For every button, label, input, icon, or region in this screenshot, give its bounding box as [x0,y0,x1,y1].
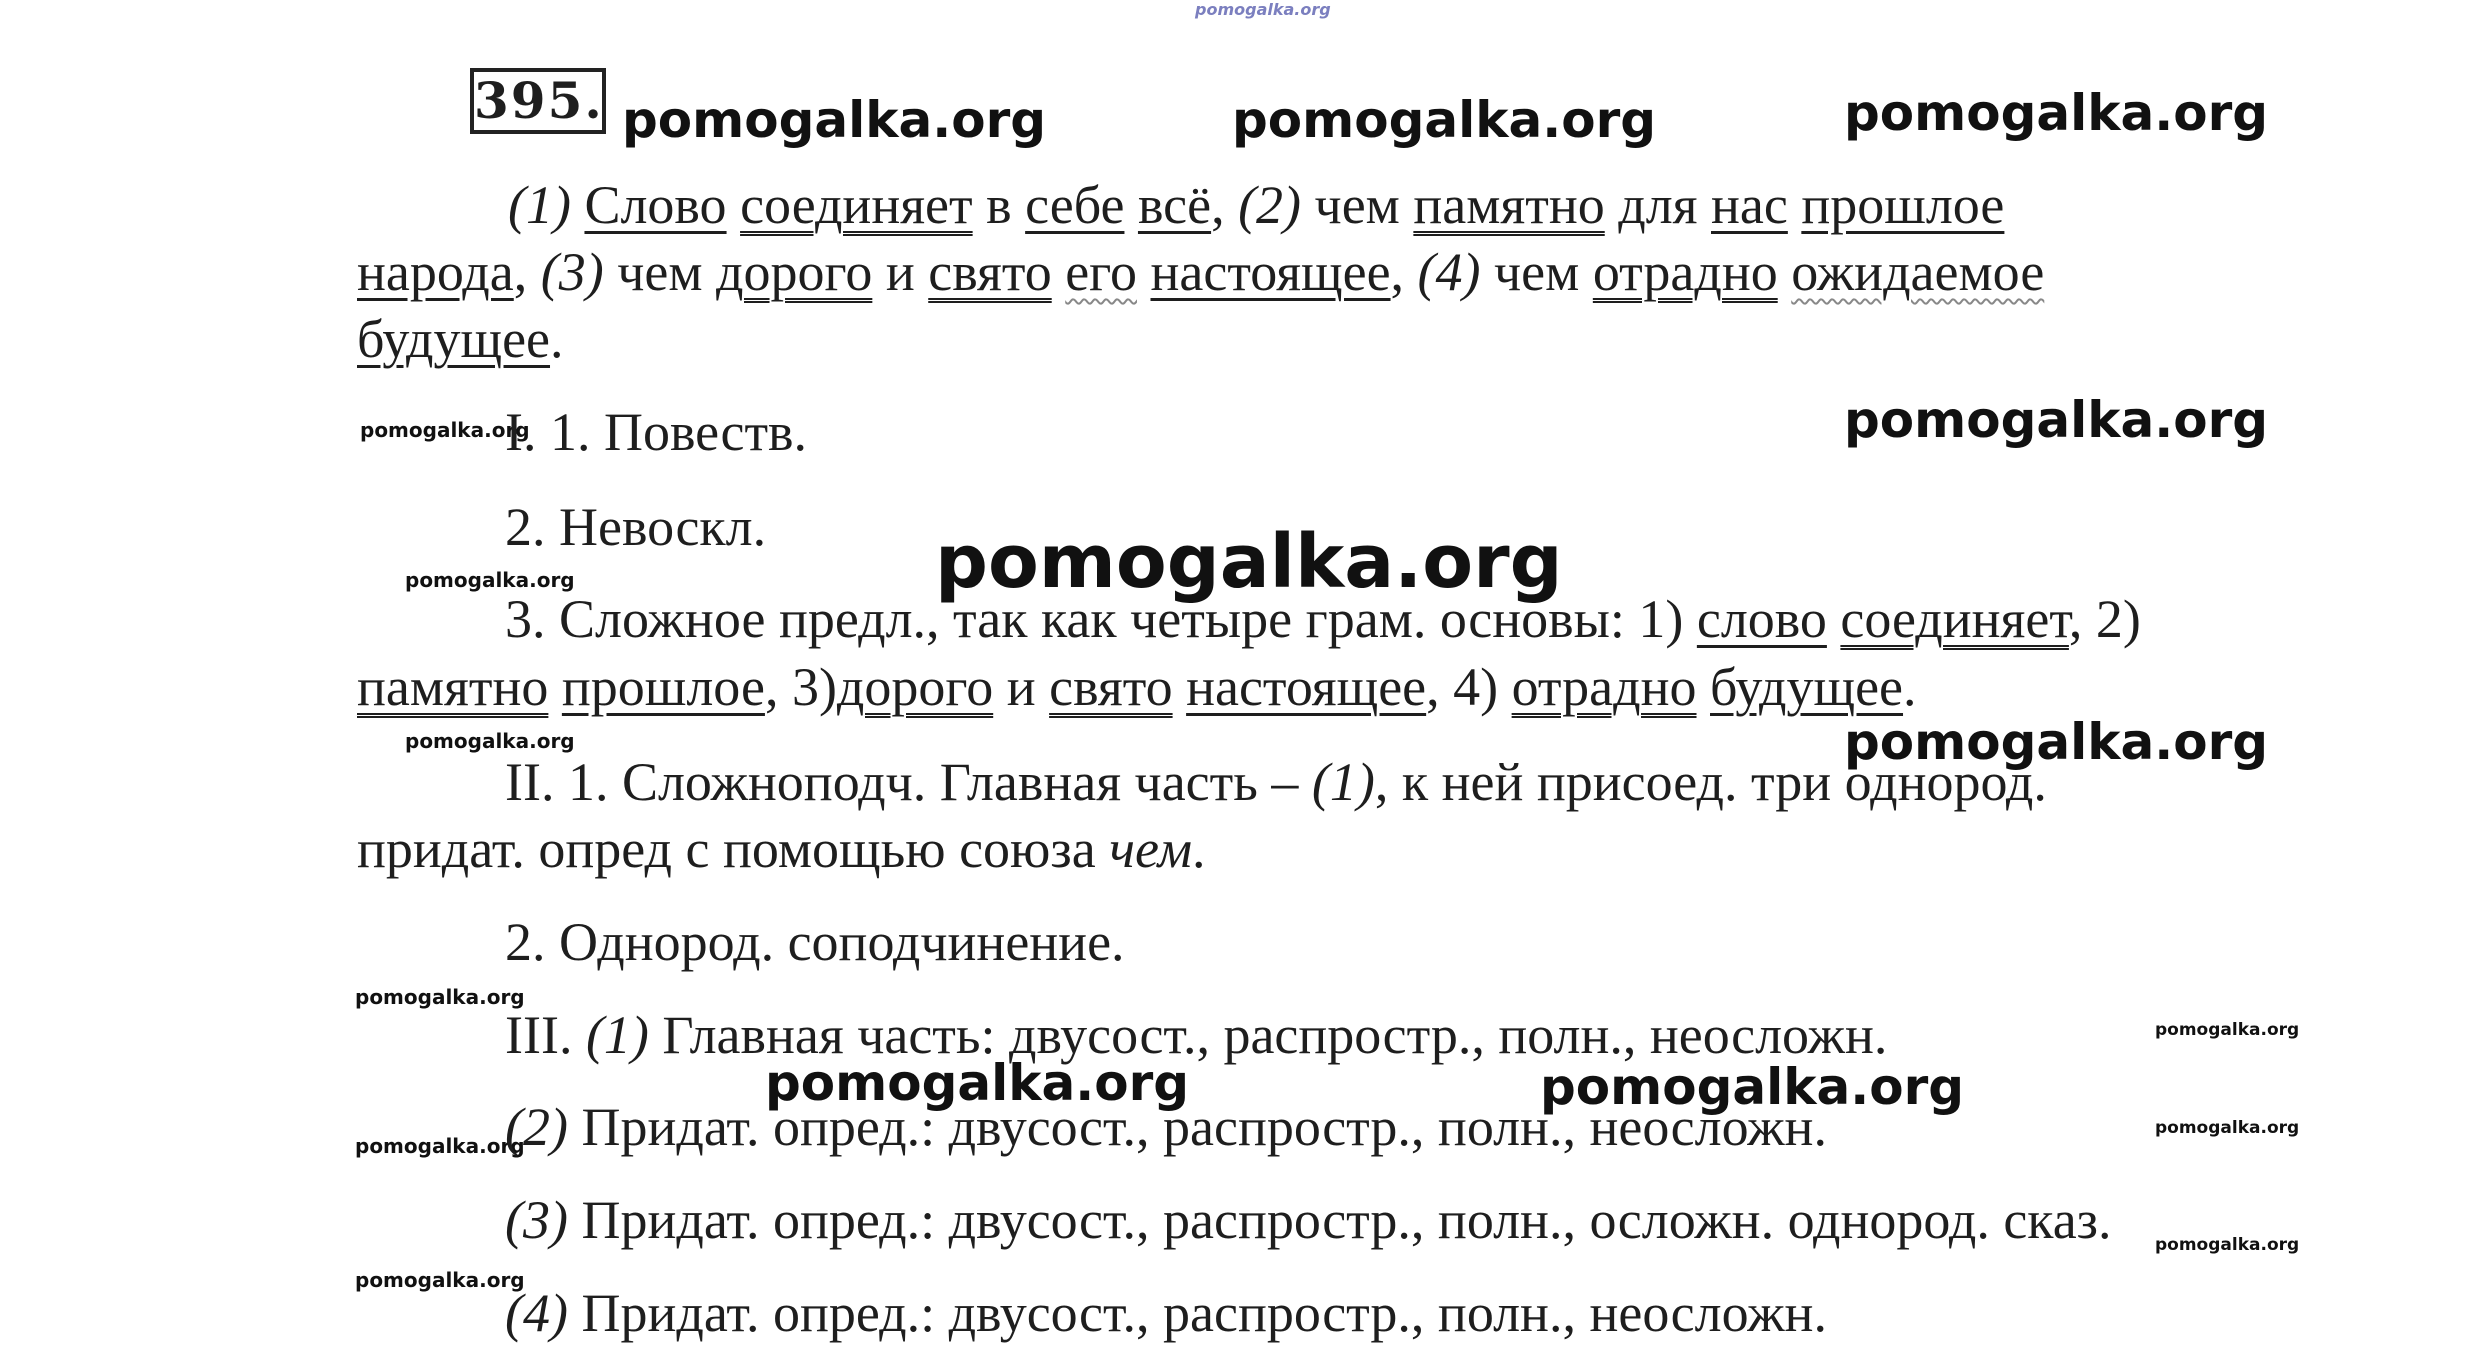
clause-number: (2) [505,1097,568,1157]
watermark: pomogalka.org [1232,91,1657,149]
watermark-small: pomogalka.org [2155,1235,2300,1255]
watermark-large: pomogalka.org [935,519,1563,605]
analysis-iii-3 [505,1190,2112,1250]
text: , 3) [764,657,837,717]
text: , 2) [2068,589,2141,649]
subject: будущее [1710,657,1904,717]
analysis-iii-2 [505,1097,1827,1157]
text: чем [617,242,703,302]
analysis-ii-1-line-1 [505,752,2047,812]
word: ожидаемое [1791,242,2045,302]
clause-number: (4) [505,1283,568,1343]
watermark: pomogalka.org [1844,391,2269,449]
subject: слово [1696,589,1827,649]
text: , [1211,175,1225,235]
predicate: памятно [357,657,549,717]
text: и [885,242,915,302]
watermark-top: pomogalka.org [1195,0,1331,19]
text: чем [1314,175,1400,235]
predicate: соединяет [740,175,973,235]
analysis-iii-4 [505,1283,1827,1343]
watermark-small: pomogalka.org [405,729,575,753]
clause-number: (1) [508,175,571,235]
watermark-small: pomogalka.org [405,568,575,592]
text: и [1006,657,1036,717]
predicate: отрадно [1511,657,1697,717]
subject: настоящее [1150,242,1391,302]
watermark-small: pomogalka.org [2155,1020,2300,1040]
predicate: памятно [1413,175,1605,235]
clause-number: (3) [505,1190,568,1250]
watermark: pomogalka.org [1844,84,2269,142]
word: его [1065,242,1137,302]
clause-number: (2) [1238,175,1302,235]
subject: настоящее [1186,657,1427,717]
watermark-small: pomogalka.org [360,418,530,442]
predicate: соединяет [1840,589,2069,649]
watermark: pomogalka.org [1540,1058,1965,1116]
word: всё [1137,175,1212,235]
watermark-small: pomogalka.org [2155,1118,2300,1138]
text: придат. опред с помощью союза [357,819,1096,879]
text: II. 1. Сложноподч. Главная часть – [505,752,1299,812]
watermark-small: pomogalka.org [355,1268,525,1292]
text: III. [505,1005,573,1065]
predicate: свято [928,242,1052,302]
text: для [1618,175,1698,235]
word: народа [357,242,514,302]
predicate: дорого [716,242,873,302]
subject: прошлое [561,657,765,717]
text: в [986,175,1012,235]
text: , 4) [1426,657,1499,717]
sentence-line-1 [508,175,2005,235]
text: Придат. опред.: двусост., распростр., полн., неосложн. [581,1097,1827,1157]
analysis-ii-2: 2. Однород. соподчинение. [505,912,1125,972]
word: себе [1025,175,1125,235]
text: , к ней присоед. три однород. [1374,752,2047,812]
sentence-line-3 [357,309,564,369]
clause-number: (4) [1417,242,1481,302]
text: . [1192,819,1206,879]
watermark: pomogalka.org [622,91,1047,149]
predicate: дорого [836,657,994,717]
analysis-i-1: I. 1. Повеств. [505,402,808,462]
sentence-line-2 [357,242,2045,302]
clause-number: (3) [540,242,604,302]
text: Придат. опред.: двусост., распростр., полн., осложн. однород. сказ. [581,1190,2112,1250]
text: . [1903,657,1917,717]
predicate: отрадно [1592,242,1778,302]
analysis-iii-1 [505,1005,1888,1065]
text: . [550,309,564,369]
text: , [1390,242,1405,302]
text: Главная часть: двусост., распростр., полн., неосложн. [662,1005,1888,1065]
word: нас [1711,175,1788,235]
watermark-small: pomogalka.org [355,985,525,1009]
watermark-small: pomogalka.org [355,1134,525,1158]
clause-number: (1) [1311,752,1375,812]
conjunction: чем [1109,819,1193,879]
watermark: pomogalka.org [765,1054,1190,1112]
subject: Слово [584,175,727,235]
text: Придат. опред.: двусост., распростр., полн., неосложн. [581,1283,1827,1343]
subject: прошлое [1801,175,2005,235]
predicate: свято [1049,657,1173,717]
subject: будущее [357,309,551,369]
text: 3. Сложное предл., так как четыре грам. основы: 1) [505,589,1684,649]
exercise-number: 395. [470,68,606,134]
text: , [513,242,528,302]
text: чем [1494,242,1580,302]
analysis-ii-1-line-2 [357,819,1206,879]
analysis-i-3-line-2 [357,657,1917,717]
clause-number: (1) [585,1005,649,1065]
analysis-i-2: 2. Невоскл. [505,497,767,557]
watermark: pomogalka.org [1844,713,2269,771]
